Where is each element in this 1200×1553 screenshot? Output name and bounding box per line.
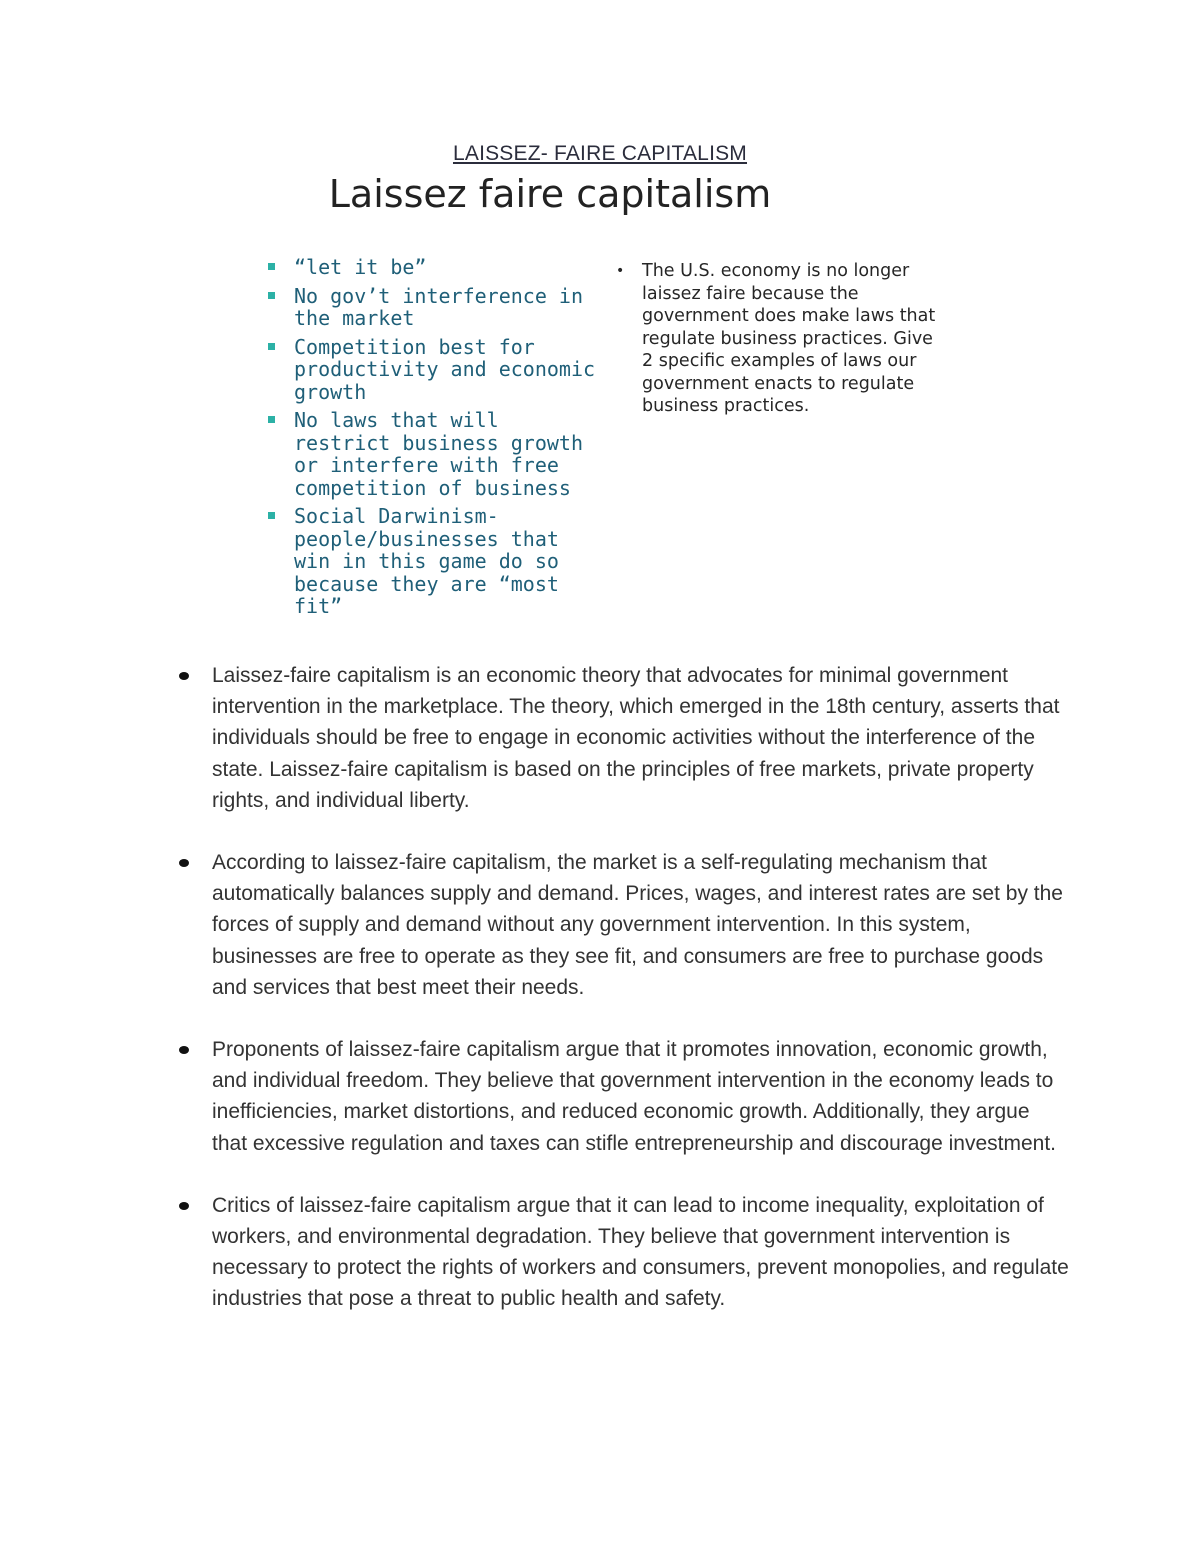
body-bullet-list [170,660,1070,1346]
square-bullet-icon [268,343,275,350]
round-bullet-icon [179,672,189,680]
body-paragraph [170,1190,1070,1315]
round-bullet-icon [179,1202,189,1210]
body-paragraph [170,847,1070,1003]
square-bullet-icon [268,263,275,270]
slide-bullet-text: No laws that will restrict business growth or interfere with free competition of business [294,408,583,500]
body-paragraph-text: According to laissez-faire capitalism, the market is a self-regulating mechanism that automatically balances supply and demand. Prices, wages, and interest rates are set by the forces of supply and demand without any government intervention. In this system, businesses are free to operate as they see fit, and consumers are free to purchase goods and services that best meet their needs. [212,851,1063,999]
slide-bullet-text: “let it be” [294,255,427,279]
round-bullet-icon [179,859,189,867]
document-title: LAISSEZ- FAIRE CAPITALISM [452,142,748,165]
square-bullet-icon [268,416,275,423]
slide-bullet-text: Competition best for productivity and economic growth [294,334,596,404]
slide-title: Laissez faire capitalism [328,172,772,216]
square-bullet-icon [268,512,275,519]
slide-bullet [264,285,604,330]
slide-bullet-text: No gov’t interference in the market [294,283,583,330]
slide-left-bullet-list [264,256,604,624]
slide-right-bullet-text: The U.S. economy is no longer laissez faire because the government does make laws that regulate business practices. Give 2 specific examples of laws our government enacts to regulate business practices. [642,261,936,416]
body-paragraph [170,660,1070,816]
slide-bullet-text: Social Darwinism-people/businesses that win in this game do so because they are “most fit” [294,504,559,618]
round-bullet-icon [179,1046,189,1054]
slide-image [250,168,950,618]
body-paragraph-text: Proponents of laissez-faire capitalism argue that it promotes innovation, economic growth, and individual freedom. They believe that government intervention in the economy leads to inefficiencies, market distortions, and reduced economic growth. Additionally, they argue that excessive regulation and taxes can stifle entrepreneurship and discourage investment. [212,1038,1056,1155]
slide-bullet [264,505,604,618]
slide-bullet [264,256,604,279]
slide-bullet [264,409,604,499]
square-bullet-icon [268,292,275,299]
body-paragraph [170,1034,1070,1159]
dot-bullet-icon: • [616,263,625,279]
body-paragraph-text: Laissez-faire capitalism is an economic theory that advocates for minimal government intervention in the marketplace. The theory, which emerged in the 18th century, asserts that individuals should be free to engage in economic activities without the interference of the state. Laissez-faire capitalism is based on the principles of free markets, private property rights, and individual liberty. [212,664,1060,812]
slide-bullet [264,336,604,404]
body-paragraph-text: Critics of laissez-faire capitalism argue that it can lead to income inequality, exploitation of workers, and environmental degradation. They believe that government intervention is necessary to protect the rights of workers and consumers, prevent monopolies, and regulate industries that pose a threat to public health and safety. [212,1193,1069,1311]
